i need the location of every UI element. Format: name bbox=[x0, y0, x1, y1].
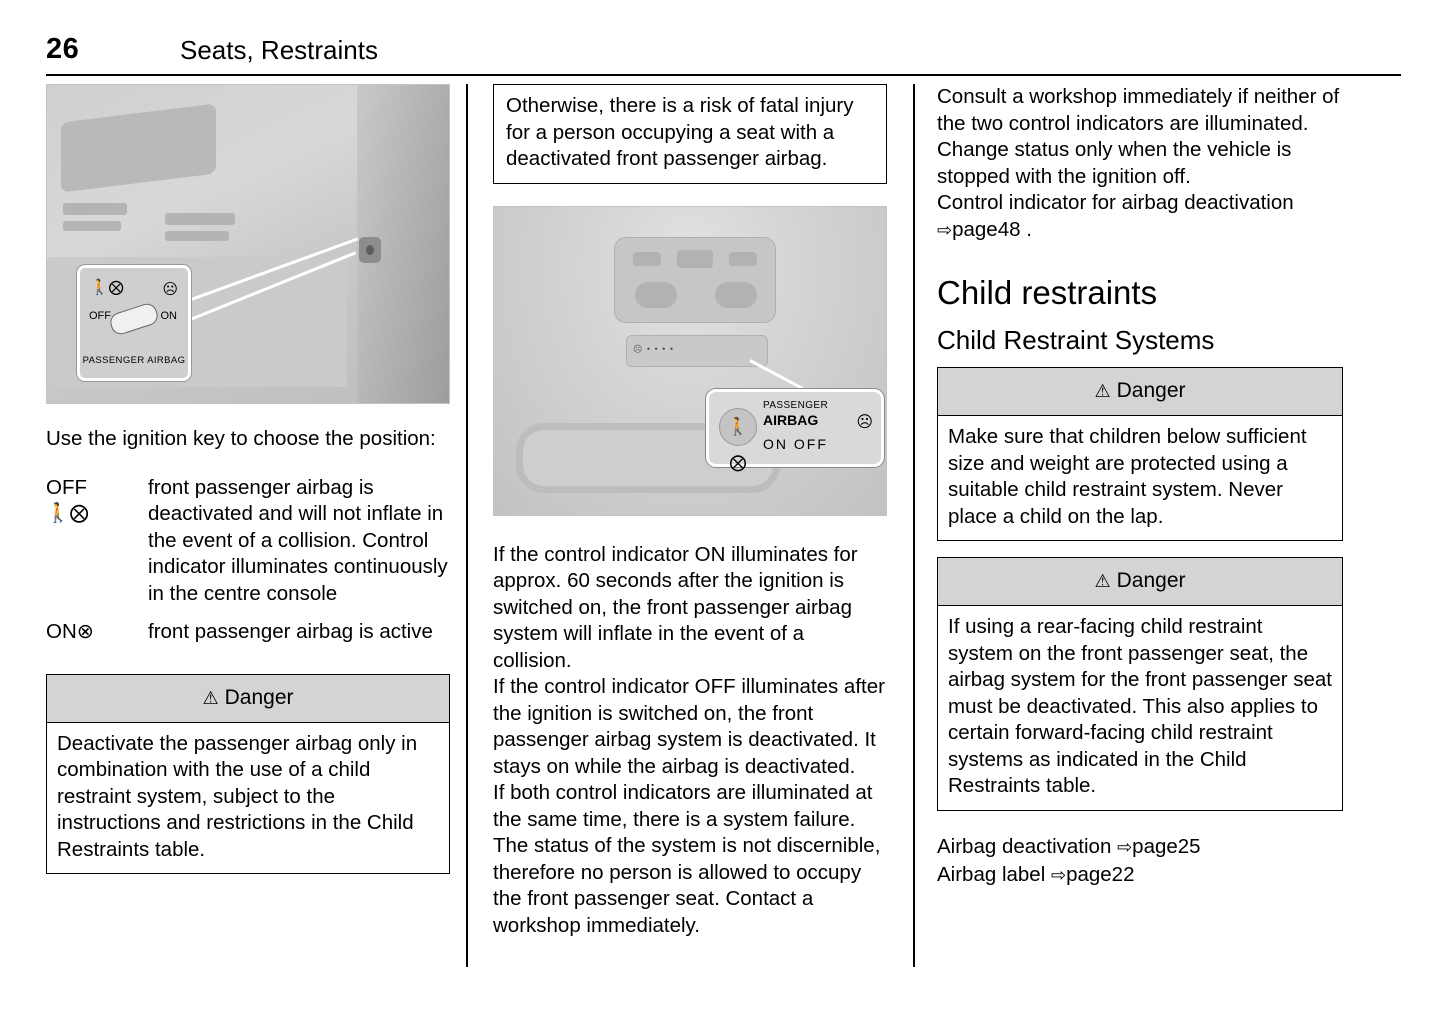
person-airbag-icon: ☹ bbox=[856, 413, 873, 431]
page-reference-target: page48 . bbox=[952, 217, 1032, 241]
indicator-title: PASSENGER bbox=[763, 399, 829, 411]
page-title: Seats, Restraints bbox=[180, 35, 378, 65]
reference-label: Airbag deactivation bbox=[937, 834, 1112, 858]
air-vent-shape bbox=[63, 221, 121, 231]
header-divider bbox=[46, 74, 1401, 76]
console-light-shape bbox=[635, 282, 677, 308]
definition-description: front passenger airbag is active bbox=[148, 620, 433, 643]
warning-triangle-icon: ⚠ bbox=[1094, 571, 1111, 591]
definition-description: front passenger airbag is deactivated and will not inflate in the event of a collision. Control indicator illuminates continuously in the centre console bbox=[148, 475, 448, 605]
danger-box bbox=[937, 367, 1343, 541]
air-vent-shape bbox=[165, 213, 235, 225]
switch-off-label: OFF bbox=[89, 310, 111, 322]
airbag-symbol-icon: ⊗ bbox=[76, 620, 94, 643]
page-header bbox=[46, 32, 1401, 72]
console-light-shape bbox=[715, 282, 757, 308]
airbag-position-list bbox=[46, 475, 450, 646]
airbag-deactivated-icon: 🚶⨂ bbox=[719, 408, 757, 446]
definition-term bbox=[46, 475, 148, 608]
indicator-strip-text: ☹ • • • • bbox=[633, 343, 674, 354]
reference-list bbox=[937, 833, 1343, 889]
danger-box-title: Danger bbox=[224, 685, 294, 709]
list-item bbox=[937, 861, 1343, 889]
air-vent-shape bbox=[63, 203, 127, 215]
console-button-shape bbox=[729, 252, 757, 266]
danger-box bbox=[937, 557, 1343, 811]
switch-on-label: ON bbox=[160, 310, 177, 322]
danger-box-title: Danger bbox=[1116, 379, 1186, 402]
definition-term bbox=[46, 619, 148, 646]
danger-box-text: Deactivate the passenger airbag only in combination with the use of a child restraint system, subject to the instructions and restrictions in the Child Restraints table. bbox=[57, 731, 418, 861]
column-left bbox=[46, 84, 450, 874]
switch-knob bbox=[108, 301, 160, 337]
airbag-on-icon: ☹ bbox=[162, 281, 178, 298]
reference-target: page25 bbox=[1132, 834, 1201, 858]
column-divider-1 bbox=[466, 84, 468, 967]
arrow-right-icon: ⇨ bbox=[1050, 864, 1067, 885]
key-switch-callout bbox=[77, 265, 191, 381]
danger-box-header bbox=[938, 368, 1342, 416]
page-number: 26 bbox=[46, 33, 80, 65]
danger-box-text: If using a rear-facing child restraint system on the front passenger seat, the airbag system for the front passenger seat must be deactivated. This also applies to certain forward-facing child restraint systems as indicated in the Child Restraints table. bbox=[948, 615, 1333, 797]
figure-roof-console-indicator bbox=[493, 206, 887, 516]
passenger-airbag-off-icon: 🚶⨂ bbox=[46, 503, 89, 524]
overhead-console-shape bbox=[614, 237, 776, 323]
change-status-paragraph: Change status only when the vehicle is stopped with the ignition off. bbox=[937, 138, 1292, 188]
indicator-airbag-label: AIRBAG bbox=[763, 411, 819, 428]
indicator-off-paragraph: If the control indicator OFF illuminates after the ignition is switched on, the front passenger airbag system is deactivated. It stays on while the airbag is deactivated. bbox=[493, 675, 885, 778]
workshop-paragraph: Consult a workshop immediately if neither of the two control indicators are illuminated. bbox=[937, 85, 1340, 135]
console-button-shape bbox=[677, 250, 713, 268]
control-indicator-callout bbox=[706, 389, 884, 472]
key-switch-keyhole-icon bbox=[359, 237, 381, 263]
reference-target: page22 bbox=[1066, 862, 1135, 886]
air-vent-shape bbox=[165, 231, 229, 241]
arrow-right-icon: ⇨ bbox=[937, 219, 953, 240]
section-heading-child-restraints: Child restraints bbox=[937, 274, 1158, 311]
ignition-key-instruction: Use the ignition key to choose the position: bbox=[46, 427, 436, 450]
danger-box-text: Make sure that children below sufficient size and weight are protected using a suitable child restraint system. Never place a child on the lap. bbox=[948, 425, 1307, 528]
column-divider-2 bbox=[913, 84, 915, 967]
notice-box: Otherwise, there is a risk of fatal injury for a person occupying a seat with a deactivated front passenger airbag. bbox=[493, 84, 887, 184]
arrow-right-icon: ⇨ bbox=[1117, 836, 1133, 857]
indicator-on-paragraph: If the control indicator ON illuminates for approx. 60 seconds after the ignition is switched on, the front passenger airbag system will inflate in the event of a collision. bbox=[493, 542, 858, 672]
warning-triangle-icon: ⚠ bbox=[202, 687, 219, 708]
control-indicator-paragraph: Control indicator for airbag deactivation bbox=[937, 191, 1294, 214]
column-middle bbox=[493, 84, 887, 939]
reference-label: Airbag label bbox=[937, 862, 1046, 886]
indicator-states-label: ON OFF bbox=[763, 435, 828, 452]
definition-term-label: ON bbox=[46, 620, 77, 643]
danger-box-header bbox=[47, 675, 449, 723]
danger-box-header bbox=[938, 558, 1342, 606]
danger-box-title: Danger bbox=[1116, 569, 1186, 592]
list-item bbox=[937, 833, 1343, 861]
person-airbag-off-icon: 🚶⨂ bbox=[90, 279, 124, 296]
definition-term-label: OFF bbox=[46, 475, 87, 499]
indicator-strip-shape bbox=[626, 335, 768, 367]
danger-box bbox=[46, 674, 450, 875]
list-item bbox=[46, 619, 450, 646]
switch-caption: PASSENGER AIRBAG bbox=[82, 355, 186, 366]
list-item bbox=[46, 475, 450, 608]
page-reference-line bbox=[937, 217, 1343, 244]
indicator-both-paragraph: If both control indicators are illuminated at the same time, there is a system failure. The status of the system is not discernible, therefore no person is allowed to occupy the front passenger seat. Contact a workshop immediately. bbox=[493, 781, 881, 937]
console-button-shape bbox=[633, 252, 661, 266]
subsection-heading-child-restraint-systems: Child Restraint Systems bbox=[937, 325, 1215, 355]
figure-dashboard-key-switch bbox=[46, 84, 450, 404]
warning-triangle-icon: ⚠ bbox=[1094, 381, 1111, 401]
column-right bbox=[937, 84, 1343, 889]
